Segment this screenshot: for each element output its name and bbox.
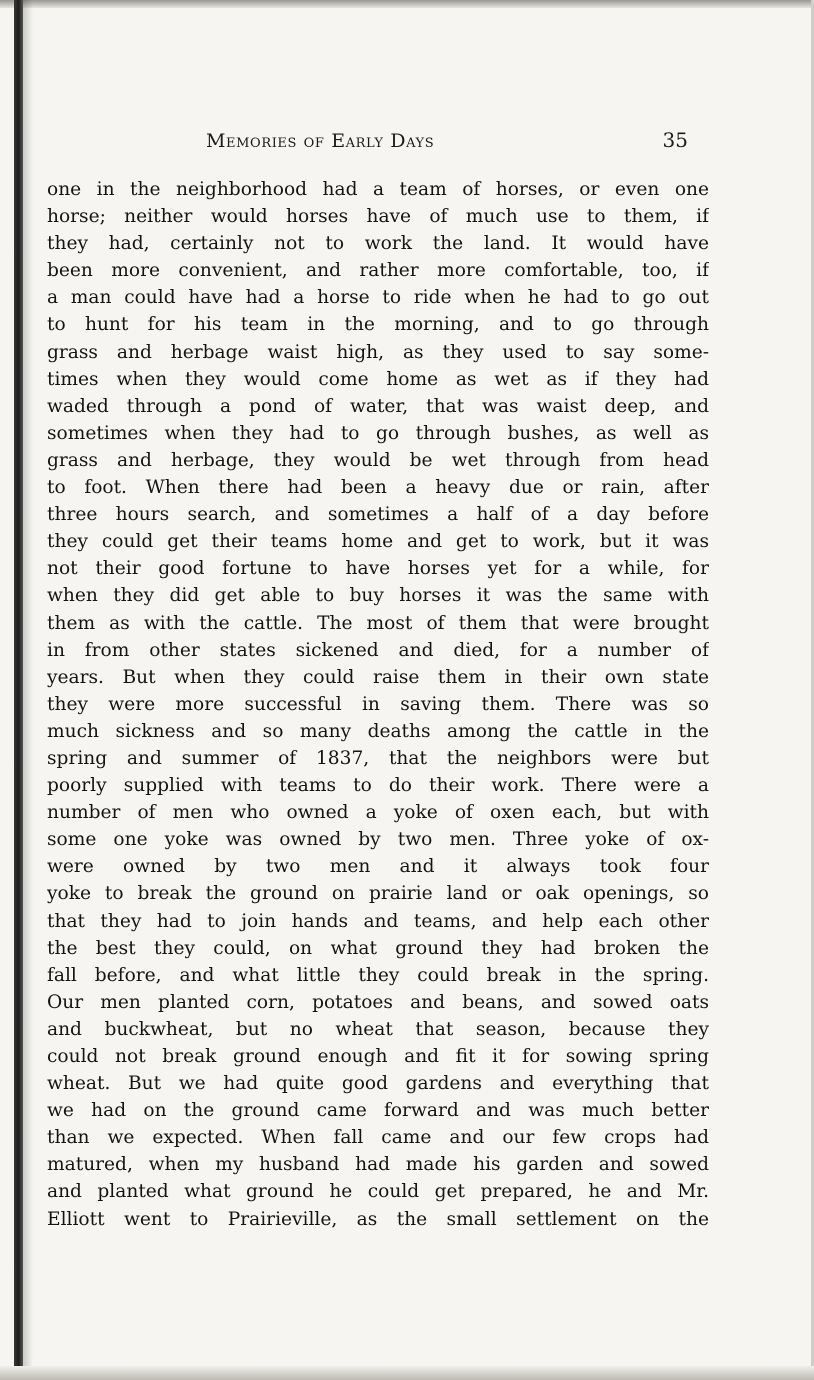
text-line: some one yoke was owned by two men. Three yoke of ox- (47, 829, 709, 851)
book-spine (14, 0, 23, 1380)
text-line: and buckwheat, but no wheat that season, because they (47, 1018, 709, 1040)
body-text (47, 176, 709, 1233)
text-line: than we expected. When fall came and our few crops had (47, 1127, 709, 1149)
text-line: spring and summer of 1837, that the neighbors were but (47, 747, 709, 769)
text-line: and planted what ground he could get prepared, he and Mr. (47, 1181, 709, 1203)
text-line: that they had to join hands and teams, and help each other (47, 910, 709, 932)
text-line: they could get their teams home and get to work, but it was (47, 531, 709, 553)
text-line: they had, certainly not to work the land. It would have (47, 233, 709, 255)
text-line: in from other states sickened and died, for a number of (47, 639, 709, 661)
text-line: years. But when they could raise them in their own state (47, 666, 709, 688)
text-line: to hunt for his team in the morning, and to go through (47, 314, 709, 336)
running-title: Memories of Early Days (206, 130, 435, 152)
text-line: times when they would come home as wet as if they had (47, 368, 709, 390)
text-line: grass and herbage waist high, as they used to say some- (47, 341, 709, 363)
text-line: we had on the ground came forward and was much better (47, 1100, 709, 1122)
page-top-edge (0, 0, 814, 8)
text-line: not their good fortune to have horses yet for a while, for (47, 558, 709, 580)
text-line: number of men who owned a yoke of oxen each, but with (47, 802, 709, 824)
text-line: the best they could, on what ground they had broken the (47, 937, 709, 959)
text-line: grass and herbage, they would be wet through from head (47, 449, 709, 471)
page-number: 35 (662, 128, 688, 152)
text-line: horse; neither would horses have of much use to them, if (47, 206, 709, 228)
text-line: poorly supplied with teams to do their work. There were a (47, 775, 709, 797)
text-line: Elliott went to Prairieville, as the small settlement on the (47, 1208, 709, 1230)
text-line: them as with the cattle. The most of them that were brought (47, 612, 709, 634)
text-line: sometimes when they had to go through bushes, as well as (47, 422, 709, 444)
text-line: wheat. But we had quite good gardens and everything that (47, 1073, 709, 1095)
text-line: three hours search, and sometimes a half of a day before (47, 504, 709, 526)
spine-shadow (23, 0, 33, 1380)
page-header (48, 128, 708, 158)
text-line: they were more successful in saving them. There was so (47, 693, 709, 715)
text-line: to foot. When there had been a heavy due or rain, after (47, 477, 709, 499)
text-line: much sickness and so many deaths among the cattle in the (47, 720, 709, 742)
text-line: were owned by two men and it always took four (47, 856, 709, 878)
text-line: one in the neighborhood had a team of horses, or even one (47, 179, 709, 200)
text-line: been more convenient, and rather more comfortable, too, if (47, 260, 709, 282)
text-line: waded through a pond of water, that was waist deep, and (47, 395, 709, 417)
text-line: matured, when my husband had made his garden and sowed (47, 1154, 709, 1176)
text-line: Our men planted corn, potatoes and beans, and sowed oats (47, 991, 709, 1013)
page-bottom-edge (0, 1366, 814, 1380)
text-line: yoke to break the ground on prairie land or oak openings, so (47, 883, 709, 905)
text-line: could not break ground enough and fit it for sowing spring (47, 1046, 709, 1067)
text-line: when they did get able to buy horses it was the same with (47, 585, 709, 607)
text-line: fall before, and what little they could break in the spring. (47, 964, 709, 986)
text-line: a man could have had a horse to ride when he had to go out (47, 287, 709, 309)
